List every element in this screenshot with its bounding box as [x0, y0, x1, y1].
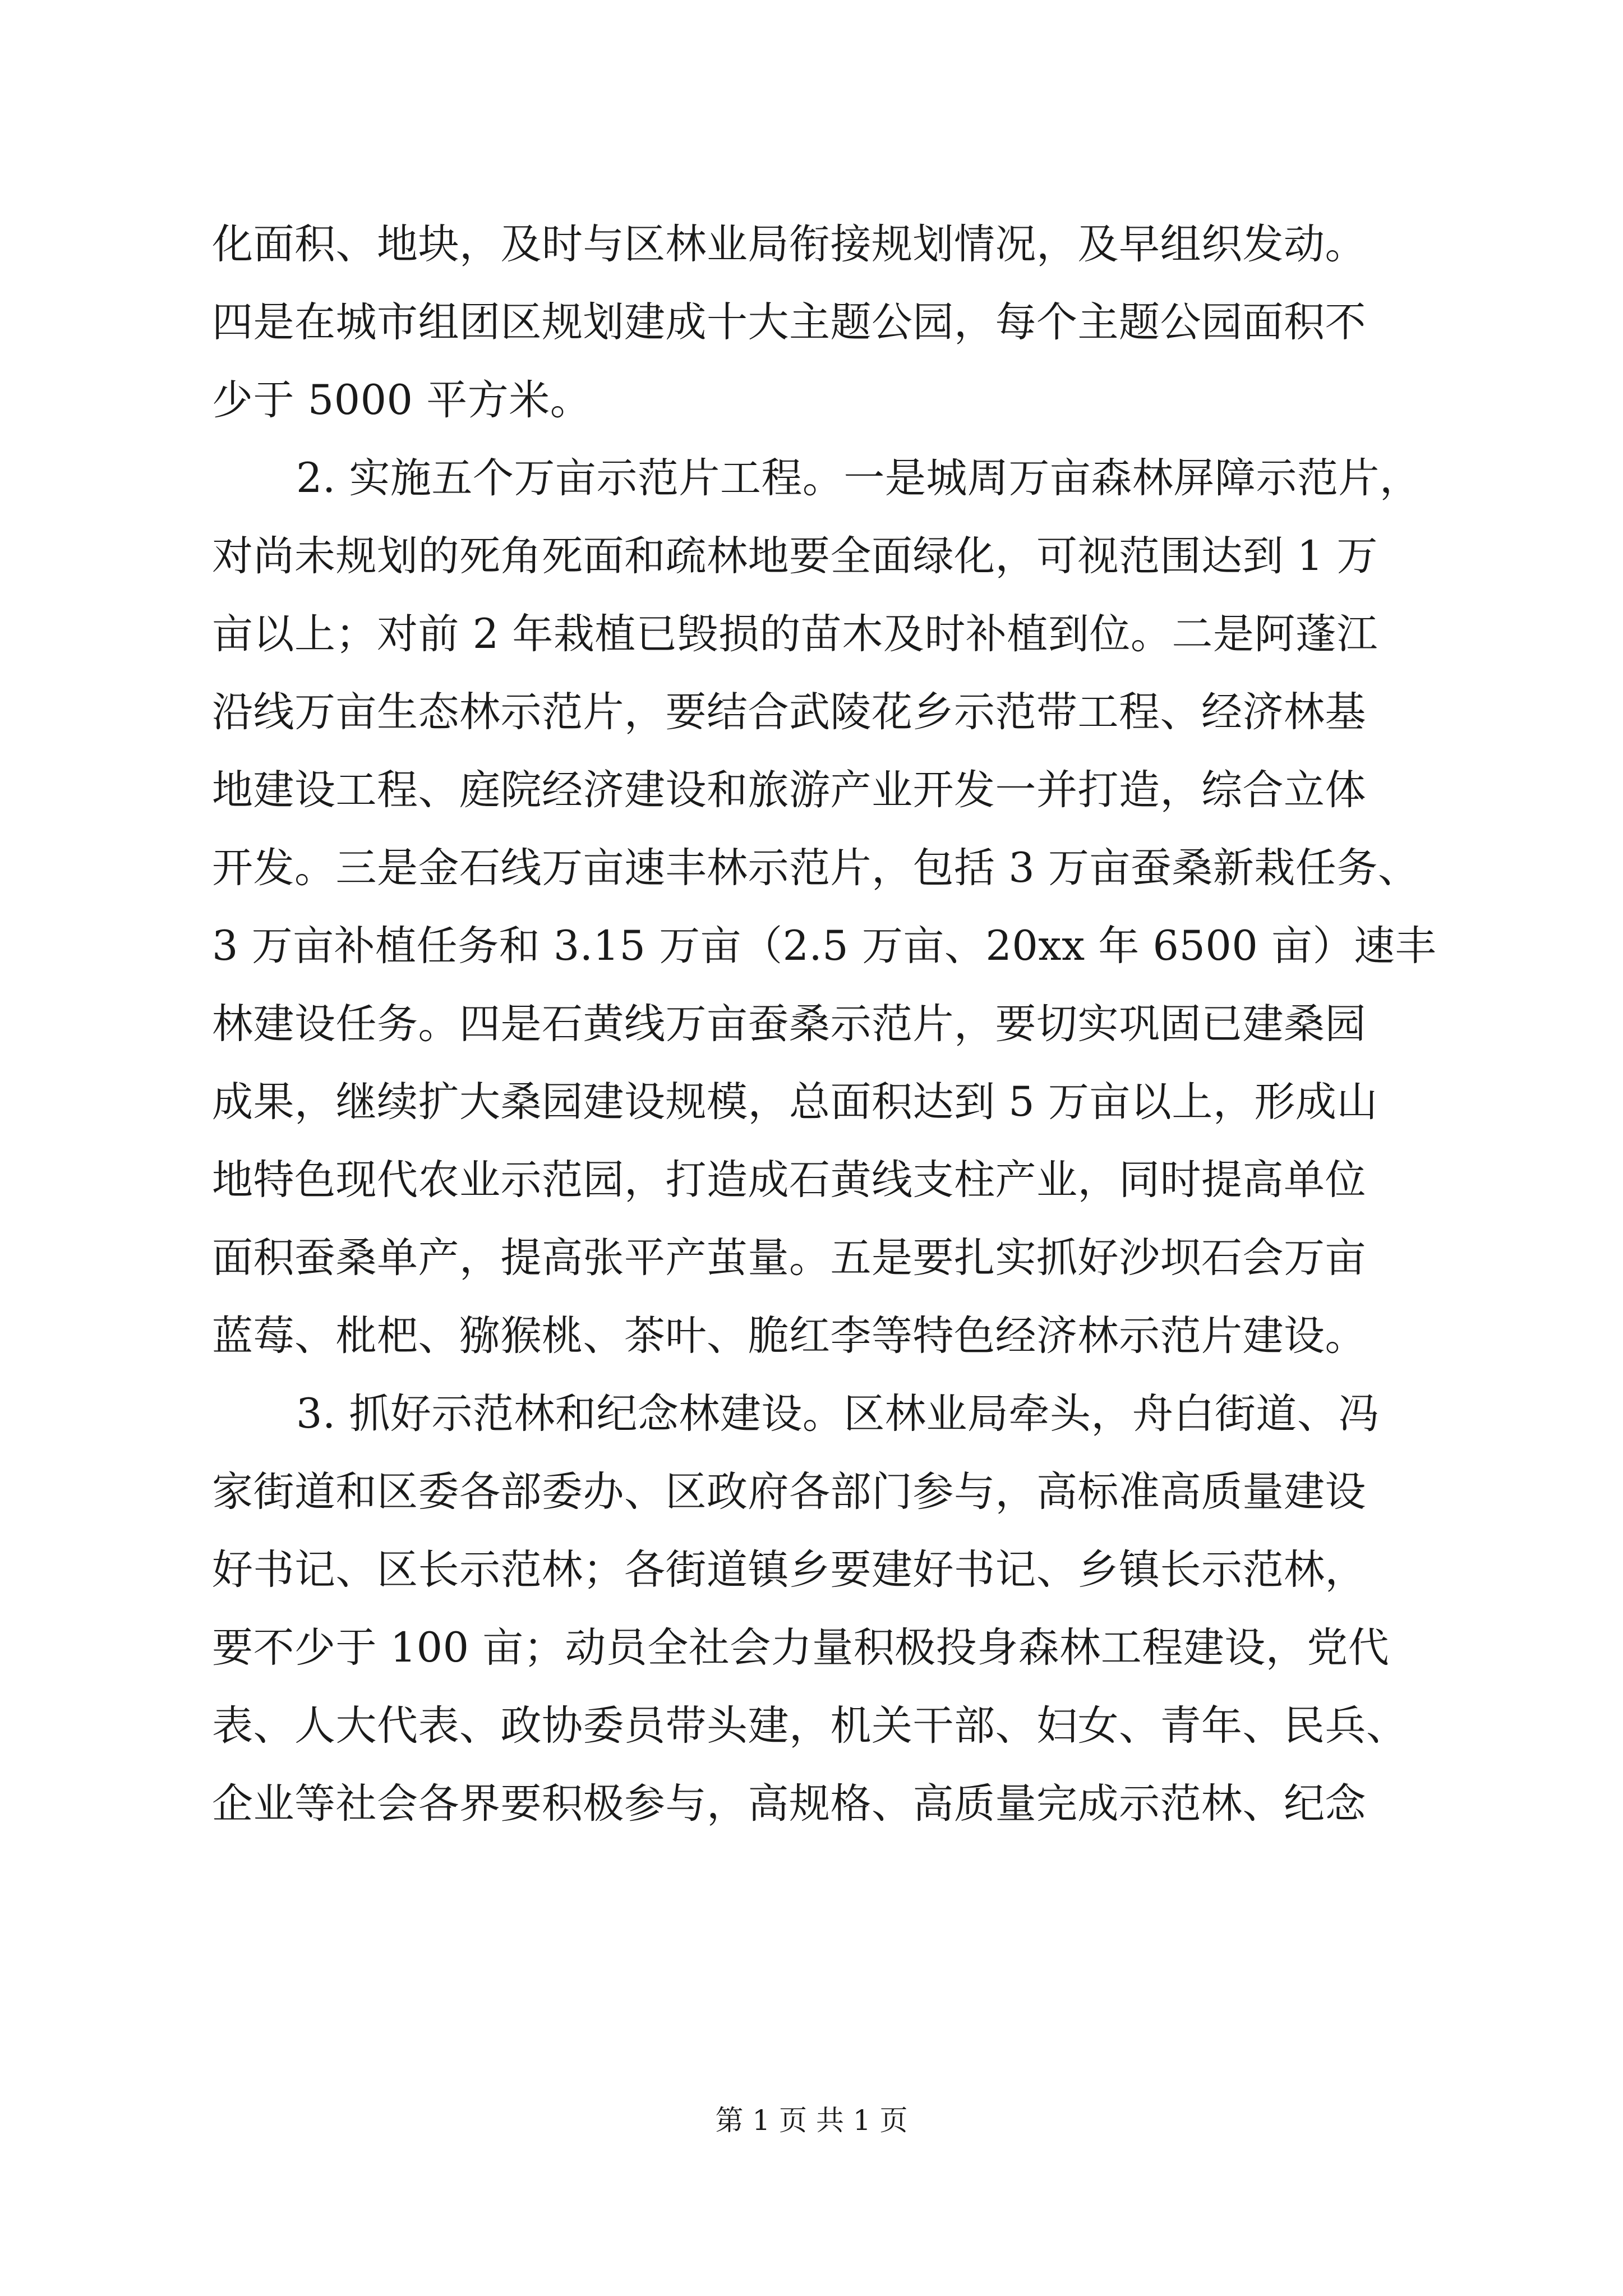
- text-line: 少于 5000 平方米。: [212, 376, 592, 424]
- text-line: 地建设工程、庭院经济建设和旅游产业开发一并打造，综合立体: [212, 766, 1366, 814]
- text-line: 化面积、地块，及时与区林业局衔接规划情况，及早组织发动。: [212, 220, 1366, 268]
- paragraph-first-line: 2. 实施五个万亩示范片工程。一是城周万亩森林屏障示范片，: [296, 454, 1421, 502]
- text-line: 面积蚕桑单产，提高张平产茧量。五是要扎实抓好沙坝石会万亩: [212, 1234, 1366, 1282]
- text-line: 企业等社会各界要积极参与，高规格、高质量完成示范林、纪念: [212, 1780, 1366, 1828]
- text-line: 要不少于 100 亩；动员全社会力量积极投身森林工程建设，党代: [212, 1624, 1390, 1672]
- paragraph-first-line: 3. 抓好示范林和纪念林建设。区林业局牵头，舟白街道、冯: [296, 1390, 1380, 1438]
- text-line: 家街道和区委各部委办、区政府各部门参与，高标准高质量建设: [212, 1468, 1366, 1516]
- text-line: 地特色现代农业示范园，打造成石黄线支柱产业，同时提高单位: [212, 1156, 1366, 1204]
- text-line: 四是在城市组团区规划建成十大主题公园，每个主题公园面积不: [212, 298, 1366, 346]
- text-line: 林建设任务。四是石黄线万亩蚕桑示范片，要切实巩固已建桑园: [212, 1000, 1366, 1048]
- page-footer: 第 1 页 共 1 页: [715, 2104, 908, 2137]
- text-line: 成果，继续扩大桑园建设规模，总面积达到 5 万亩以上，形成山: [212, 1078, 1378, 1126]
- text-line: 对尚未规划的死角死面和疏林地要全面绿化，可视范围达到 1 万: [212, 532, 1378, 580]
- text-line: 沿线万亩生态林示范片，要结合武陵花乡示范带工程、经济林基: [212, 688, 1366, 736]
- text-line: 开发。三是金石线万亩速丰林示范片，包括 3 万亩蚕桑新栽任务、: [212, 844, 1419, 892]
- text-line: 好书记、区长示范林；各街道镇乡要建好书记、乡镇长示范林，: [212, 1546, 1366, 1594]
- document-body: [212, 205, 1437, 1843]
- text-line: 3 万亩补植任务和 3.15 万亩（2.5 万亩、20xx 年 6500 亩）速丰: [212, 922, 1437, 970]
- text-line: 表、人大代表、政协委员带头建，机关干部、妇女、青年、民兵、: [212, 1702, 1408, 1750]
- text-line: 蓝莓、枇杷、猕猴桃、茶叶、脆红李等特色经济林示范片建设。: [212, 1312, 1366, 1360]
- text-line: 亩以上；对前 2 年栽植已毁损的苗木及时补植到位。二是阿蓬江: [212, 610, 1378, 658]
